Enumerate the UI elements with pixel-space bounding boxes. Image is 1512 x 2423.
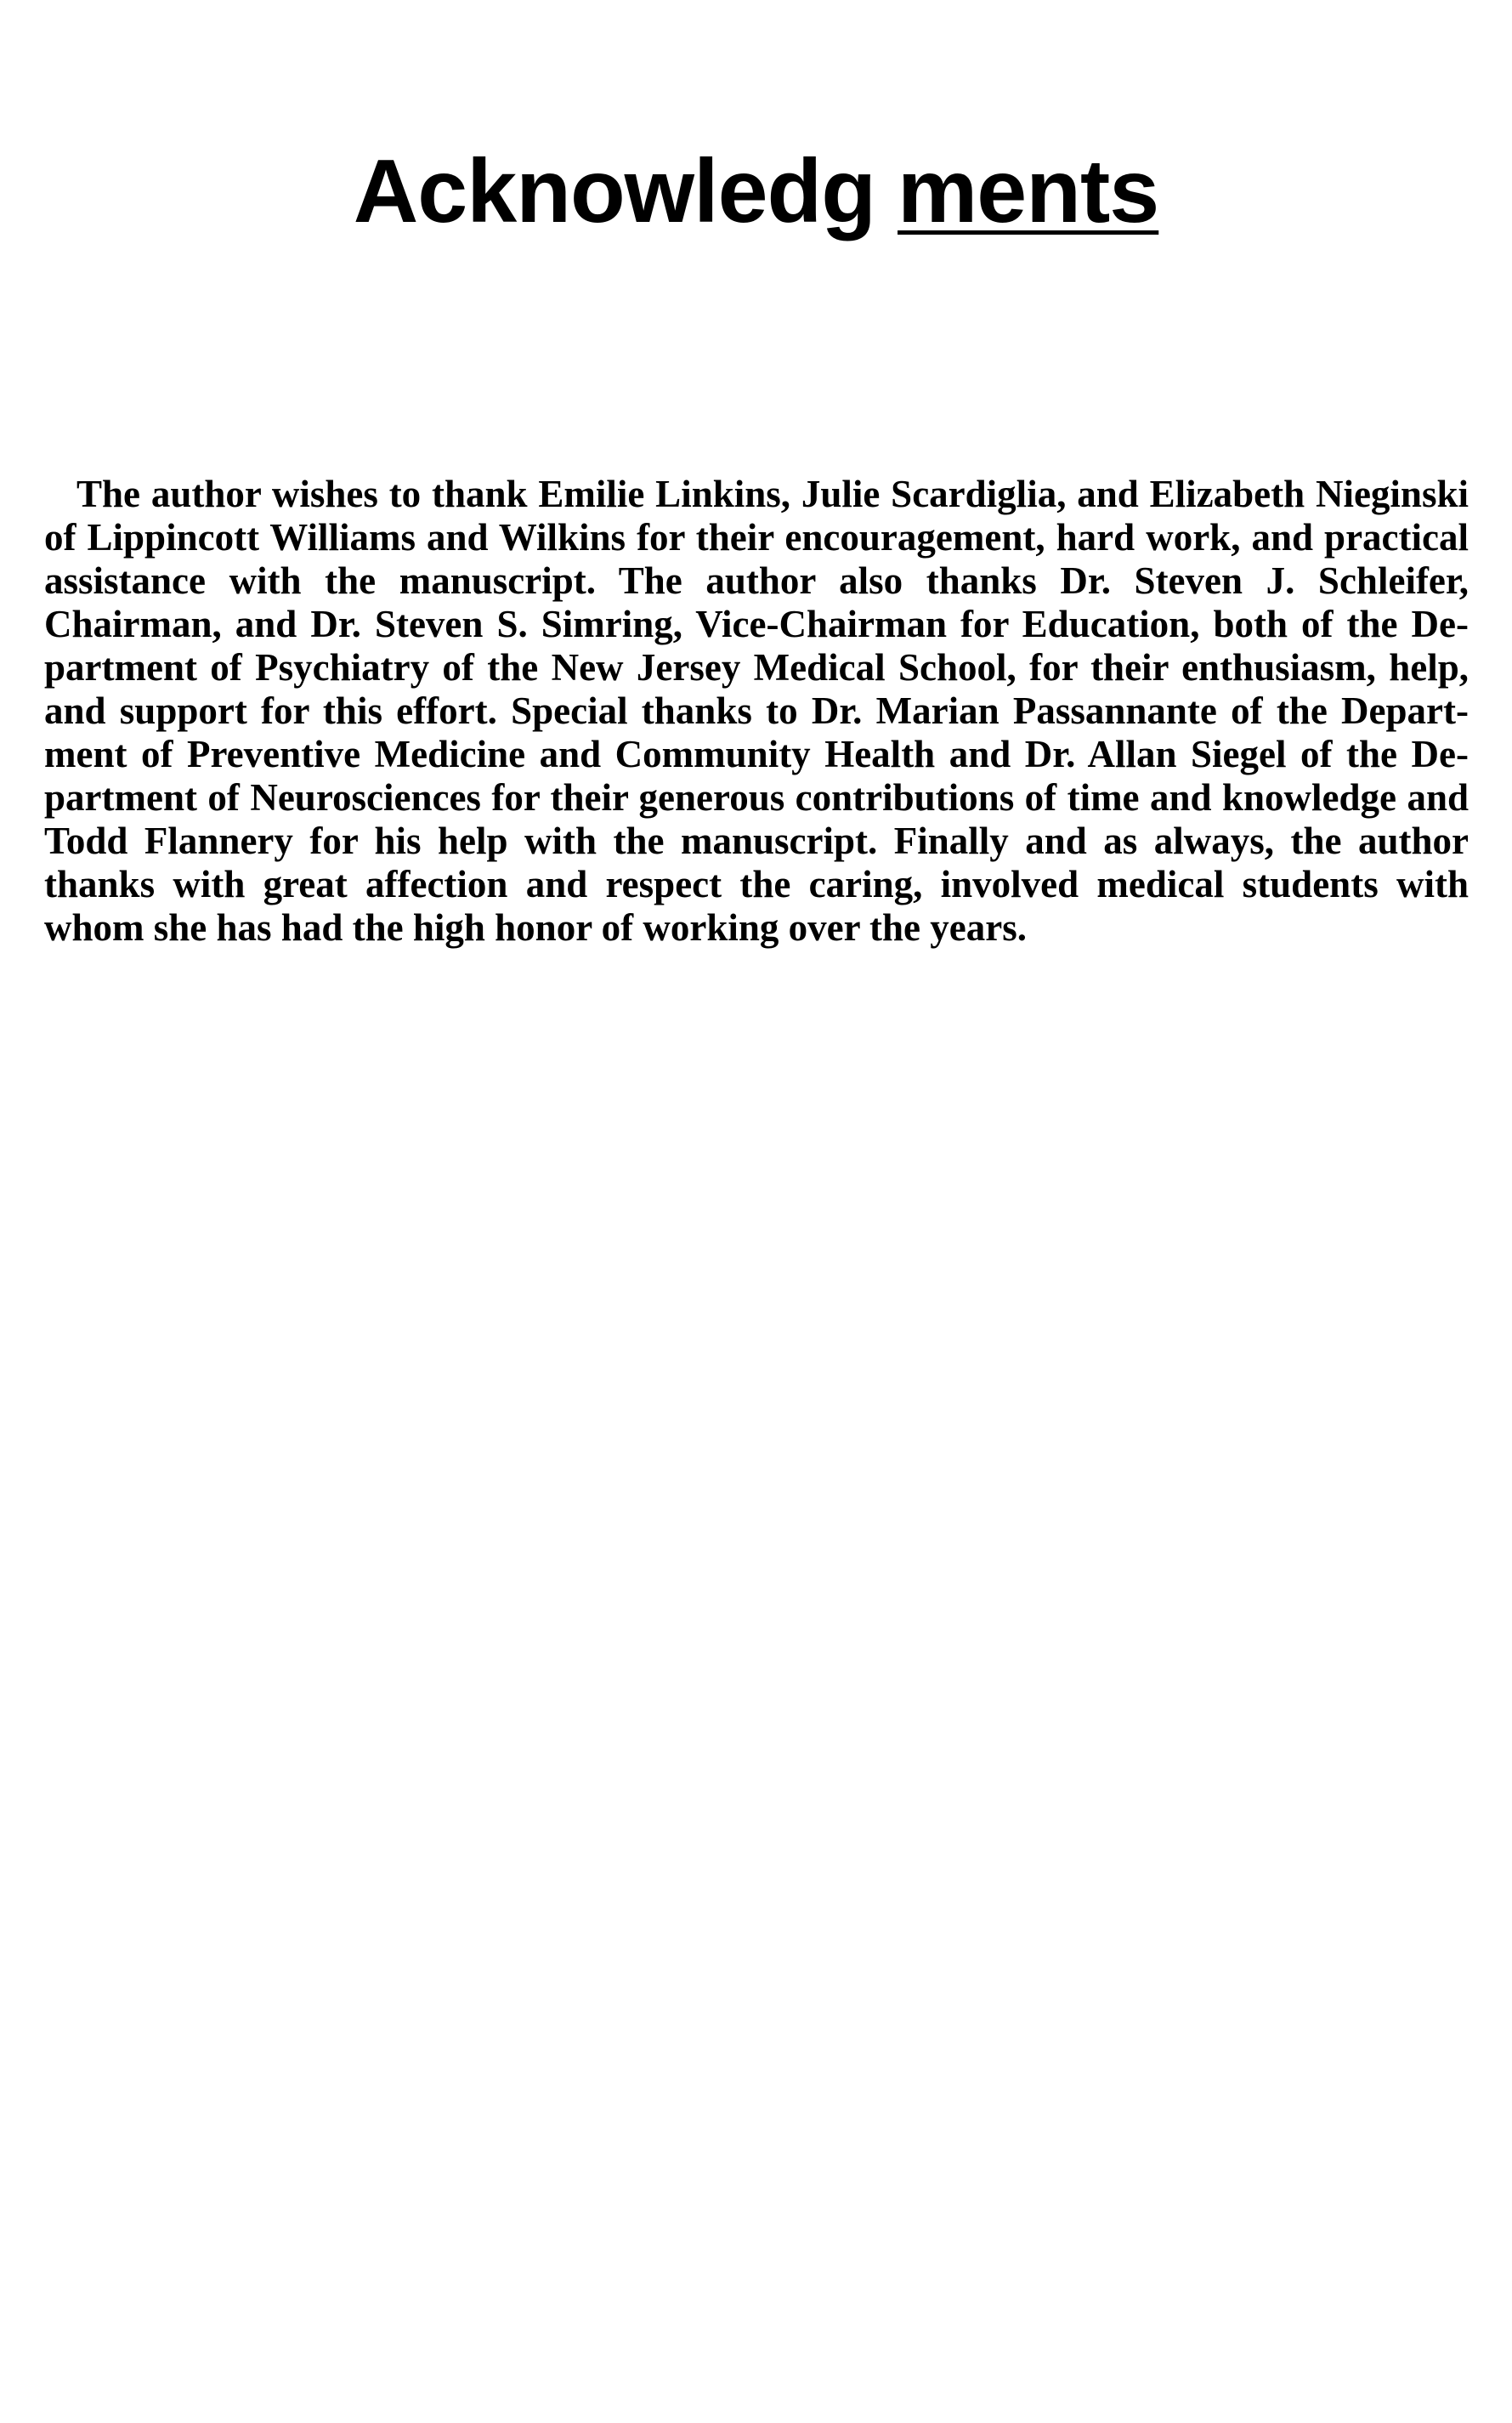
page-title-part-2: ments (898, 141, 1159, 241)
page-title-part-1: Acknowledg (353, 141, 876, 241)
page-title (0, 140, 1512, 242)
acknowledgments-paragraph: The author wishes to thank Emilie Linkins, Julie Scardiglia, and Elizabeth Nieginski of Lippincott Williams and Wilkins for their encouragement, hard work, and practical assistance with the manuscript. The author also thanks Dr. Steven J. Schleifer, Chairman, and Dr. Steven S. Simring, Vice-Chairman for Education, both of the Department of Psychiatry of the New Jersey Medical School, for their enthusiasm, help, and support for this effort. Special thanks to Dr. Marian Passannante of the Department of Preventive Medicine and Community Health and Dr. Allan Siegel of the Department of Neurosciences for their generous contributions of time and knowledge and Todd Flannery for his help with the manuscript. Finally and as always, the author thanks with great affection and respect the caring, involved medical students with whom she has had the high honor of working over the years. (44, 473, 1469, 949)
